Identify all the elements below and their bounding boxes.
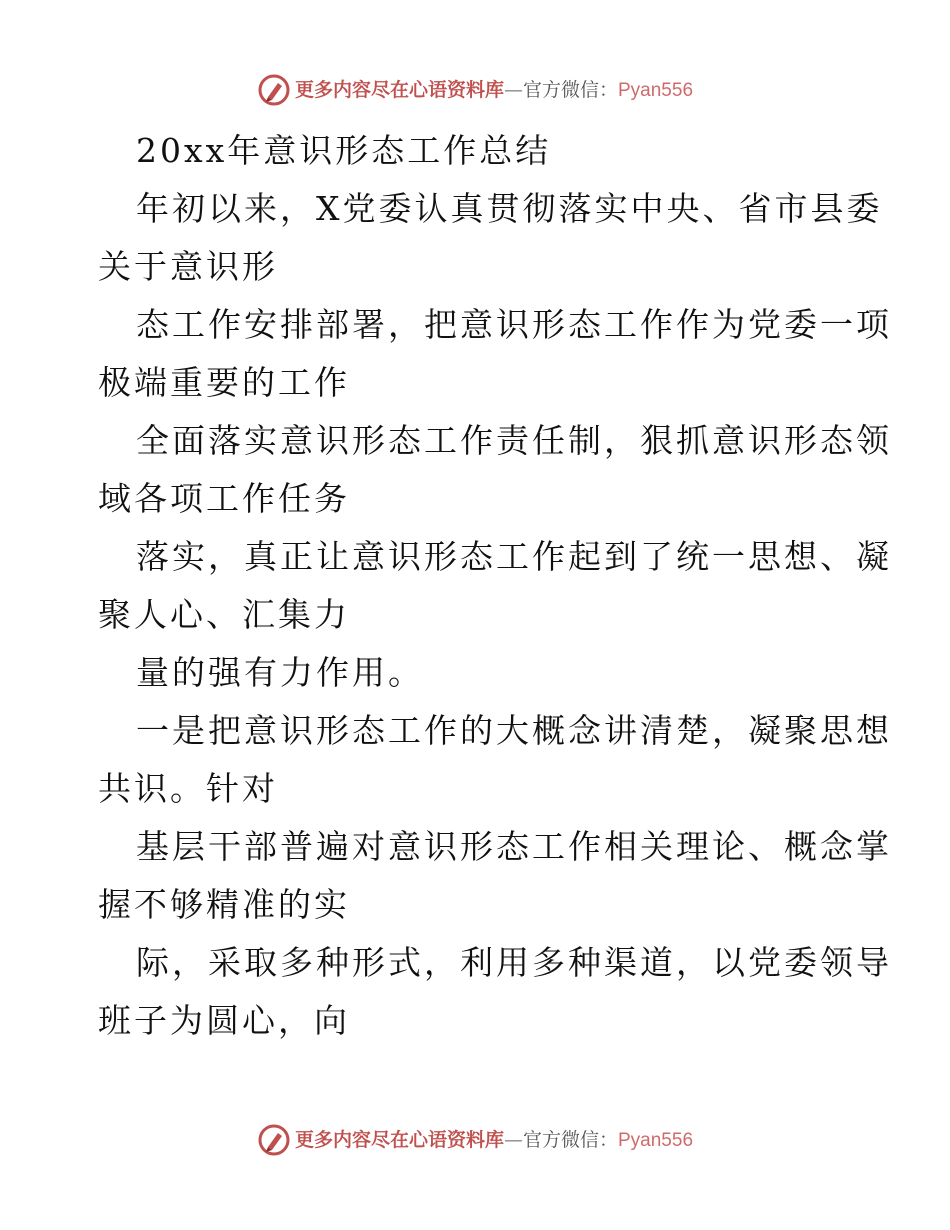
text-line: 一是把意识形态工作的大概念讲清楚，凝聚思想 <box>136 711 892 750</box>
watermark-separator: — <box>503 78 523 101</box>
footer-watermark <box>0 1120 950 1160</box>
text-line: 极端重要的工作 <box>98 363 350 402</box>
watermark-brand: 更多内容尽在心语资料库 <box>294 1128 504 1151</box>
pen-logo-icon <box>257 73 291 107</box>
watermark-brand: 更多内容尽在心语资料库 <box>294 78 504 101</box>
watermark-separator: — <box>503 1128 523 1151</box>
text-line: 落实，真正让意识形态工作起到了统一思想、凝 <box>136 537 892 576</box>
text-line: 域各项工作任务 <box>98 479 350 518</box>
text-line: 量的强有力作用。 <box>136 653 424 692</box>
text-line: 关于意识形 <box>98 247 278 286</box>
text-line: 聚人心、汇集力 <box>98 595 350 634</box>
text-line: 际，采取多种形式，利用多种渠道，以党委领导 <box>136 943 892 982</box>
text-line: 全面落实意识形态工作责任制，狠抓意识形态领 <box>136 421 892 460</box>
document-body <box>98 122 892 1050</box>
watermark-wechat-id: Pyan556 <box>618 1129 694 1151</box>
text-line: 共识。针对 <box>98 769 278 808</box>
watermark-wechat-id: Pyan556 <box>618 79 694 101</box>
watermark-contact-label: 官方微信： <box>522 78 618 101</box>
header-watermark <box>0 70 950 110</box>
text-line: 班子为圆心，向 <box>98 1001 350 1040</box>
text-line: 年初以来，X党委认真贯彻落实中央、省市县委 <box>136 189 883 228</box>
watermark-contact-label: 官方微信： <box>522 1128 618 1151</box>
document-title: 20xx年意识形态工作总结 <box>136 131 552 170</box>
text-line: 握不够精准的实 <box>98 885 350 924</box>
text-line: 态工作安排部署，把意识形态工作作为党委一项 <box>136 305 892 344</box>
text-line: 基层干部普遍对意识形态工作相关理论、概念掌 <box>136 827 892 866</box>
pen-logo-icon <box>257 1123 291 1157</box>
